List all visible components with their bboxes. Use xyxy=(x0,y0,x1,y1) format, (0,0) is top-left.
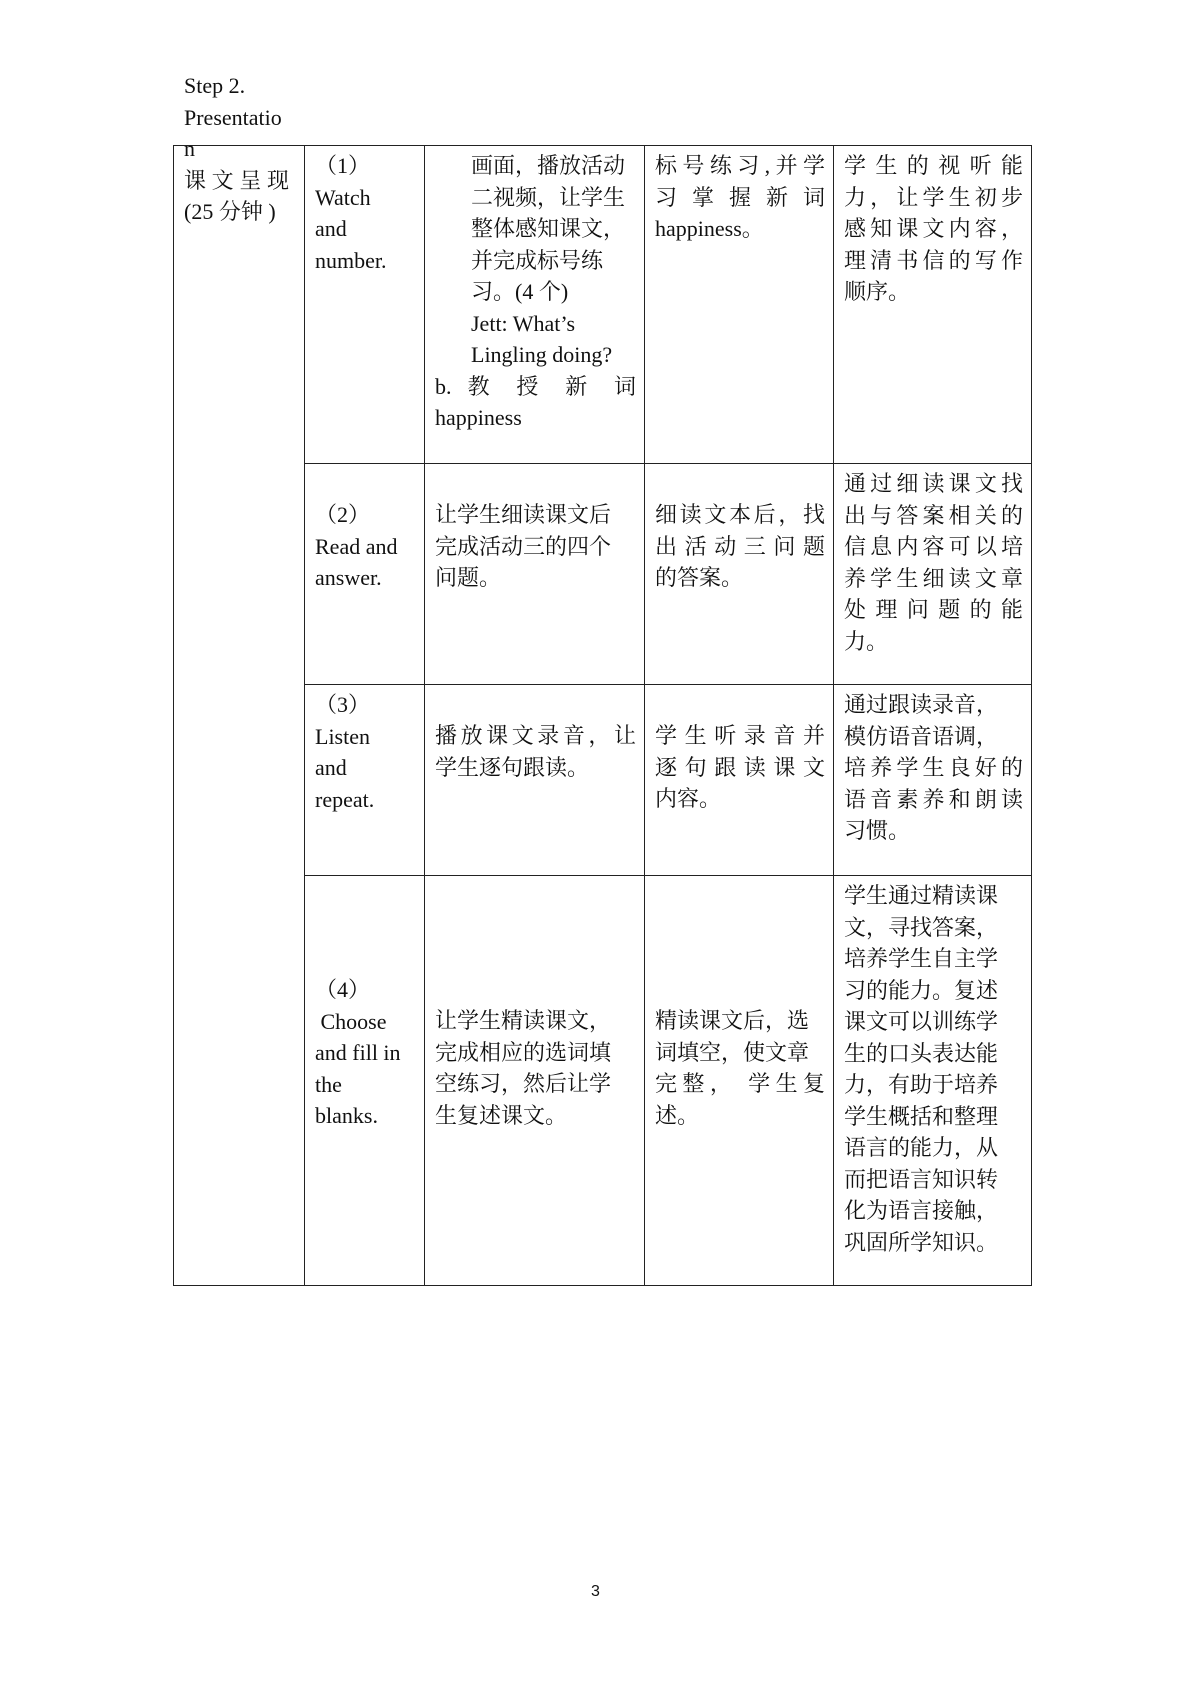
activity-title: and xyxy=(315,216,347,241)
activity-number: （4） xyxy=(315,977,371,1002)
purpose-cell xyxy=(834,464,1032,685)
student-text: 述。 xyxy=(655,1102,700,1128)
purpose-text: 顺序。 xyxy=(844,279,911,304)
teacher-text: Jett: What’s xyxy=(471,310,576,336)
purpose-text: 力，让学生初步 xyxy=(844,184,1023,210)
student-text: 完整， 学生复 xyxy=(655,1071,825,1096)
student-activity-cell xyxy=(645,685,834,876)
purpose-cell xyxy=(834,685,1032,876)
student-text: 学生听录音并 xyxy=(655,723,825,748)
purpose-text: 通过细读课文找 xyxy=(844,471,1023,496)
teacher-text: 完成活动三的四个 xyxy=(435,533,612,559)
activity-title: Choose xyxy=(315,1008,387,1034)
purpose-text: 生的口头表达能 xyxy=(844,1040,999,1066)
purpose-text: 巩固所学知识。 xyxy=(844,1229,999,1255)
purpose-text: 习的能力。复述 xyxy=(844,977,999,1003)
teacher-text: 完成相应的选词填 xyxy=(435,1039,612,1065)
student-activity-cell xyxy=(645,876,834,1286)
student-text: 习 掌 握 新 词 xyxy=(655,184,825,210)
activity-title: number. xyxy=(315,247,387,273)
purpose-text: 感知课文内容， xyxy=(844,216,1023,241)
purpose-text: 学生的视听能 xyxy=(844,153,1023,178)
purpose-text: 处理问题的能 xyxy=(844,597,1023,622)
student-text: 精读课文后，选 xyxy=(655,1008,810,1033)
student-text: 细读文本后，找 xyxy=(655,502,825,527)
purpose-text: 出与答案相关的 xyxy=(844,502,1023,528)
step-label: Presentatio xyxy=(184,104,282,130)
purpose-text: 理清书信的写作 xyxy=(844,247,1023,273)
purpose-text: 化为语言接触， xyxy=(844,1198,999,1223)
purpose-text: 而把语言知识转 xyxy=(844,1166,999,1192)
activity-cell xyxy=(305,146,425,464)
student-text: 出活动三问题 xyxy=(655,533,825,559)
teacher-text: 二视频，让学生 xyxy=(471,184,626,210)
teacher-text: 空练习，然后让学 xyxy=(435,1071,612,1096)
activity-title: blanks. xyxy=(315,1103,378,1128)
activity-number: （3） xyxy=(315,692,371,717)
teacher-text: 播放课文录音，让 xyxy=(435,723,636,748)
activity-title: Read and xyxy=(315,533,398,559)
activity-number: （2） xyxy=(315,502,371,527)
activity-title: repeat. xyxy=(315,786,375,812)
purpose-text: 信息内容可以培 xyxy=(844,534,1023,559)
teacher-activity-cell xyxy=(425,876,645,1286)
student-text: 词填空，使文章 xyxy=(655,1039,810,1065)
table-row xyxy=(174,146,1032,464)
purpose-text: 力。 xyxy=(844,628,889,654)
purpose-text: 模仿语音语调， xyxy=(844,723,999,749)
purpose-text: 学生概括和整理 xyxy=(844,1103,999,1129)
purpose-text: 通过跟读录音， xyxy=(844,692,999,717)
step-label: (25 分钟 ) xyxy=(184,199,276,224)
purpose-text: 习惯。 xyxy=(844,818,911,843)
activity-cell xyxy=(305,685,425,876)
teacher-text: 并完成标号练 xyxy=(471,247,604,273)
activity-title: the xyxy=(315,1071,342,1097)
student-activity-cell xyxy=(645,464,834,685)
activity-title: Watch xyxy=(315,184,371,210)
purpose-text: 语音素养和朗读 xyxy=(844,786,1023,812)
purpose-text: 语言的能力，从 xyxy=(844,1135,999,1160)
teacher-text: 学生逐句跟读。 xyxy=(435,754,590,780)
teacher-activity-cell xyxy=(425,146,645,464)
teacher-activity-cell xyxy=(425,685,645,876)
teacher-text: 让学生精读课文， xyxy=(435,1008,612,1033)
activity-title: answer. xyxy=(315,565,382,590)
purpose-text: 文，寻找答案， xyxy=(844,914,999,940)
purpose-text: 力，有助于培养 xyxy=(844,1072,999,1097)
purpose-text: 培养学生自主学 xyxy=(844,946,999,971)
teacher-text: Lingling doing? xyxy=(471,342,613,367)
teacher-text: 让学生细读课文后 xyxy=(435,502,612,527)
teacher-text: b. 教 授 新 词 xyxy=(435,373,636,399)
page-number: 3 xyxy=(591,1583,600,1600)
purpose-text: 培养学生良好的 xyxy=(844,755,1023,780)
activity-title: and xyxy=(315,755,347,780)
step-label: 课文呈现 xyxy=(184,167,289,193)
student-activity-cell xyxy=(645,146,834,464)
step-label: Step 2. xyxy=(184,73,246,98)
purpose-text: 养学生细读文章 xyxy=(844,565,1023,591)
teacher-text: 问题。 xyxy=(435,565,502,590)
activity-number: （1） xyxy=(315,153,371,178)
step-cell xyxy=(174,73,305,1286)
activity-cell xyxy=(305,464,425,685)
purpose-cell xyxy=(834,146,1032,464)
lesson-plan-table xyxy=(173,73,1032,1286)
teacher-text: 画面，播放活动 xyxy=(471,153,626,178)
purpose-text: 课文可以训练学 xyxy=(844,1009,999,1034)
teacher-text: 整体感知课文， xyxy=(471,216,626,241)
teacher-text: 生复述课文。 xyxy=(435,1102,568,1128)
teacher-text: 习。(4 个) xyxy=(471,279,569,304)
student-text: happiness。 xyxy=(655,216,764,241)
student-text: 的答案。 xyxy=(655,565,744,590)
activity-title: and fill in xyxy=(315,1040,401,1065)
activity-title: Listen xyxy=(315,723,370,749)
student-text: 逐句跟读课文 xyxy=(655,754,825,780)
student-text: 内容。 xyxy=(655,786,722,811)
purpose-text: 学生通过精读课 xyxy=(844,883,999,908)
student-text: 标号练习,并学 xyxy=(655,153,825,178)
purpose-cell xyxy=(834,876,1032,1286)
teacher-activity-cell xyxy=(425,464,645,685)
step-label: n xyxy=(184,136,195,161)
teacher-text: happiness xyxy=(435,405,522,430)
activity-cell xyxy=(305,876,425,1286)
